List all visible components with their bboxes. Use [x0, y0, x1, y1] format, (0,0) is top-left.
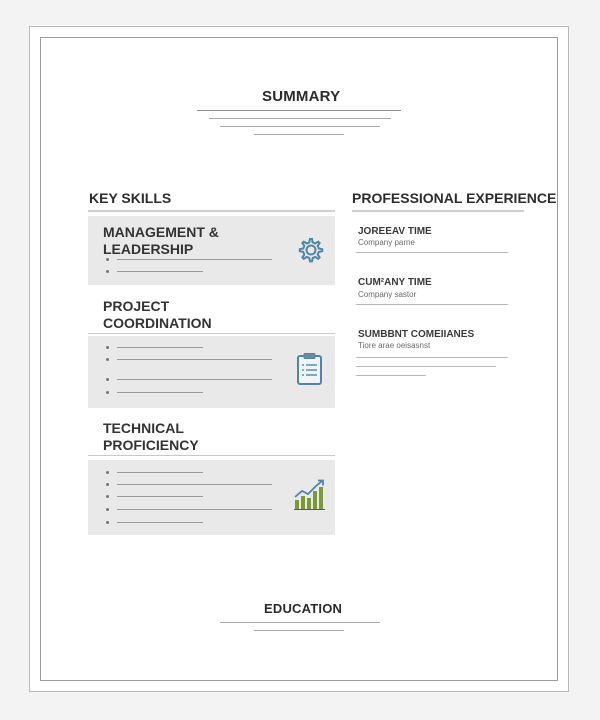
bullet-line [117, 509, 272, 510]
clipboard-icon [296, 352, 324, 386]
bullet-line [117, 379, 272, 380]
key-skills-rule [88, 210, 335, 212]
bullet-line [117, 472, 203, 473]
bullet [106, 378, 109, 381]
education-line [220, 622, 380, 623]
experience-rule [352, 210, 524, 212]
skill-group-rule [88, 333, 335, 334]
bullet [106, 270, 109, 273]
bullet [106, 358, 109, 361]
job-title: CUM²ANY TIME [358, 277, 432, 288]
job-title: JOREEAV TIME [358, 226, 432, 237]
job-company: Company parne [358, 238, 415, 247]
bullet [106, 495, 109, 498]
summary-line [220, 126, 380, 127]
bullet [106, 521, 109, 524]
bullet [106, 258, 109, 261]
bullet-line [117, 496, 203, 497]
summary-line [254, 134, 344, 135]
summary-line [197, 110, 401, 111]
job-rule [356, 375, 426, 376]
skill-group-title: MANAGEMENT & LEADERSHIP [103, 224, 219, 257]
growth-chart-icon [292, 478, 328, 512]
bullet-line [117, 392, 203, 393]
bullet-line [117, 484, 272, 485]
bullet [106, 391, 109, 394]
education-title: EDUCATION [264, 601, 343, 616]
experience-heading: PROFESSIONAL EXPERIENCE [352, 190, 557, 206]
job-rule [356, 366, 496, 367]
skill-group-title: PROJECT COORDINATION [103, 298, 212, 331]
bullet-line [117, 347, 203, 348]
job-title: SUMBBNT COMEIIANES [358, 329, 475, 340]
key-skills-heading: KEY SKILLS [89, 190, 172, 206]
bullet [106, 471, 109, 474]
bullet-line [117, 522, 203, 523]
education-line [254, 630, 344, 631]
skill-group-rule [88, 455, 335, 456]
bullet [106, 483, 109, 486]
job-rule [356, 304, 508, 305]
bullet-line [117, 271, 203, 272]
job-company: Company sastor [358, 290, 417, 299]
skill-group-title: TECHNICAL PROFICIENCY [103, 420, 199, 453]
job-rule [356, 252, 508, 253]
bullet-line [117, 359, 272, 360]
bullet [106, 508, 109, 511]
job-company: Tiore arae oeisasnst [358, 341, 431, 350]
bullet-line [117, 259, 272, 260]
summary-line [209, 118, 391, 119]
bullet [106, 346, 109, 349]
gear-icon [296, 235, 326, 265]
job-rule [356, 357, 508, 358]
summary-title: SUMMARY [262, 88, 341, 105]
